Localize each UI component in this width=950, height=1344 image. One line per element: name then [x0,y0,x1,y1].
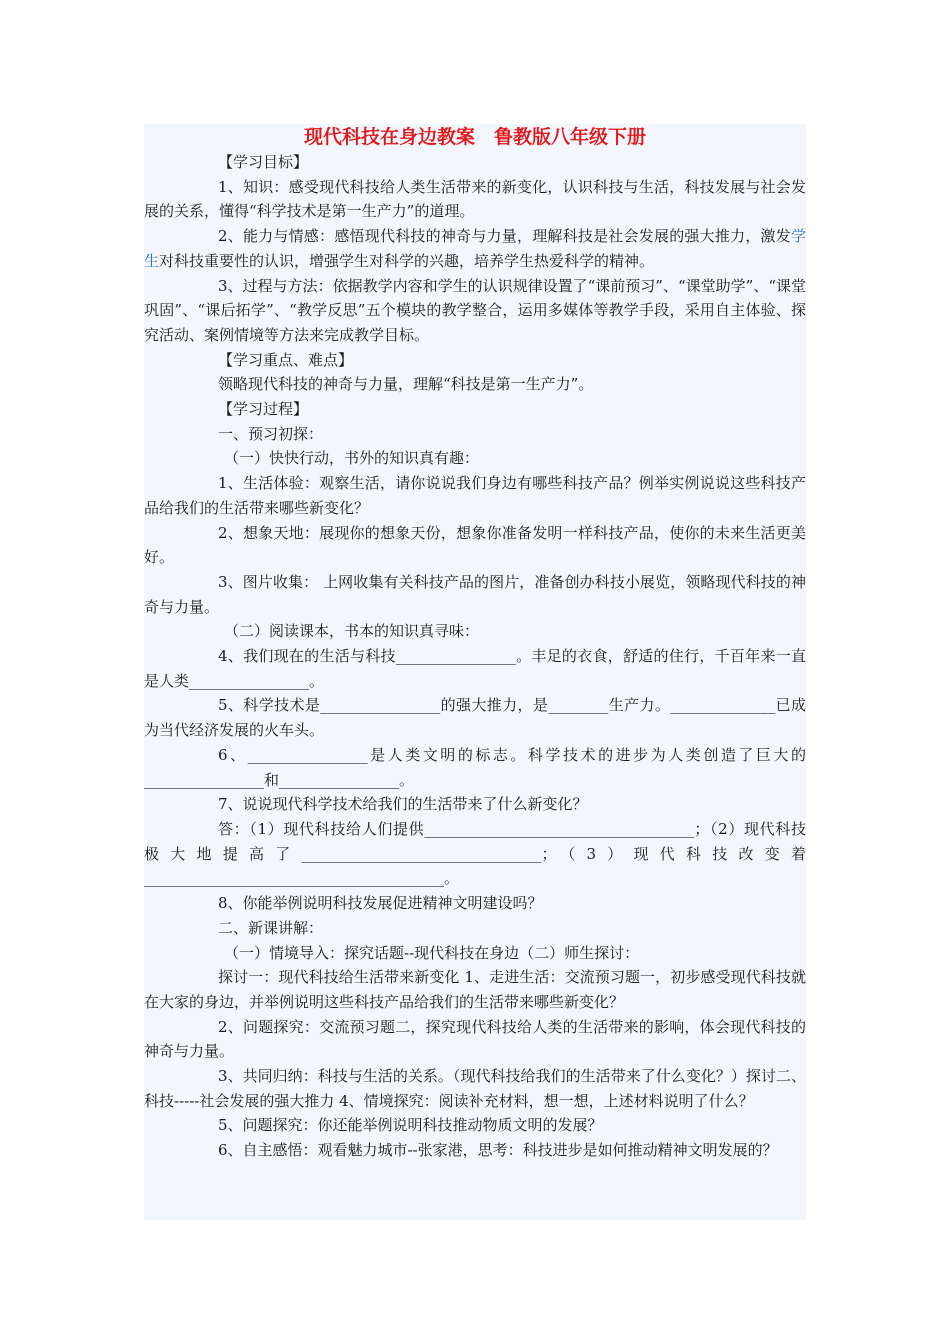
paragraph: 8、你能举例说明科技发展促进精神文明建设吗？ [218,894,543,913]
paragraph: 探讨一：现代科技给生活带来新变化 1、走进生活：交流预习题一，初步感受现代科技就在大家的身边，并举例说明这些科技产品给我们的生活带来哪些新变化？ [144,968,806,1011]
paragraph: 5、科学技术是________________的强大推力，是________生产力。______________已成为当代经济发展的火车头。 [144,696,806,740]
paragraph: 1、生活体验：观察生活，请你说说我们身边有哪些科技产品？例举实例说说这些科技产品给我们的生活带来哪些新变化？ [144,474,806,517]
section-heading: 二、新课讲解： [218,918,324,937]
paragraph: 3、共同归纳：科技与生活的关系。（现代科技给我们的生活带来了什么变化？）探讨二、科技-----社会发展的强大推力 4、情境探究：阅读补充材料，想一想，上述材料说明了什么？ [144,1067,806,1110]
paragraph: 3、图片收集： 上网收集有关科技产品的图片，准备创办科技小展览，领略现代科技的神奇与力量。 [144,572,806,616]
subsection-heading: （一）情境导入：探究话题--现代科技在身边（二）师生探讨： [224,943,640,962]
paragraph: 5、问题探究：你还能举例说明科技推动物质文明的发展？ [218,1116,603,1135]
paragraph: 答：（1）现代科技给人们提供____________________________________；（2）现代科技极大地提高了________________________________；（3）现代科技改变着________________________________________。 [144,819,806,888]
paragraph: 7、说说现代科学技术给我们的生活带来了什么新变化？ [218,795,588,814]
heading-learning-process: 【学习过程】 [218,400,309,419]
heading-key-points: 【学习重点、难点】 [218,350,354,369]
paragraph: 3、过程与方法：依据教学内容和学生的认识规律设置了“课前预习”、“课堂助学”、“课堂巩固”、“课后拓学”、“教学反思”五个模块的教学整合，运用多媒体等教学手段，采用自主体验、探究活动、案例情境等方法来完成教学目标。 [144,276,806,344]
student-link[interactable]: 学生 [144,227,806,270]
document-body [144,150,806,1163]
paragraph: 6、自主感悟：观看魅力城市--张家港，思考：科技进步是如何推动精神文明发展的？ [218,1141,778,1160]
paragraph: 2、问题探究：交流预习题二，探究现代科技给人类的生活带来的影响，体会现代科技的神奇与力量。 [144,1017,806,1061]
paragraph: 2、能力与情感：感悟现代科技的神奇与力量，理解科技是社会发展的强大推力，激发学生对科技重要性的认识，增强学生对科学的兴趣，培养学生热爱科学的精神。 [144,227,806,270]
section-heading: 一、预习初探： [218,424,324,443]
paragraph: 1、知识：感受现代科技给人类生活带来的新变化，认识科技与生活，科技发展与社会发展的关系，懂得“科学技术是第一生产力”的道理。 [144,177,806,221]
paragraph: 2、想象天地：展现你的想象天份，想象你准备发明一样科技产品，使你的未来生活更美好。 [144,523,806,567]
paragraph: 领略现代科技的神奇与力量，理解“科技是第一生产力”。 [218,375,594,394]
paragraph: 6、________________是人类文明的标志。科学技术的进步为人类创造了巨大的________________和________________。 [144,745,806,789]
document-title: 现代科技在身边教案 鲁教版八年级下册 [303,126,646,148]
heading-learning-goals: 【学习目标】 [218,153,309,171]
subsection-heading: （二）阅读课本，书本的知识真寻味： [224,622,480,641]
subsection-heading: （一）快快行动，书外的知识真有趣： [224,449,480,468]
paragraph: 4、我们现在的生活与科技________________。丰足的衣食，舒适的住行，千百年来一直是人类________________。 [144,647,806,690]
